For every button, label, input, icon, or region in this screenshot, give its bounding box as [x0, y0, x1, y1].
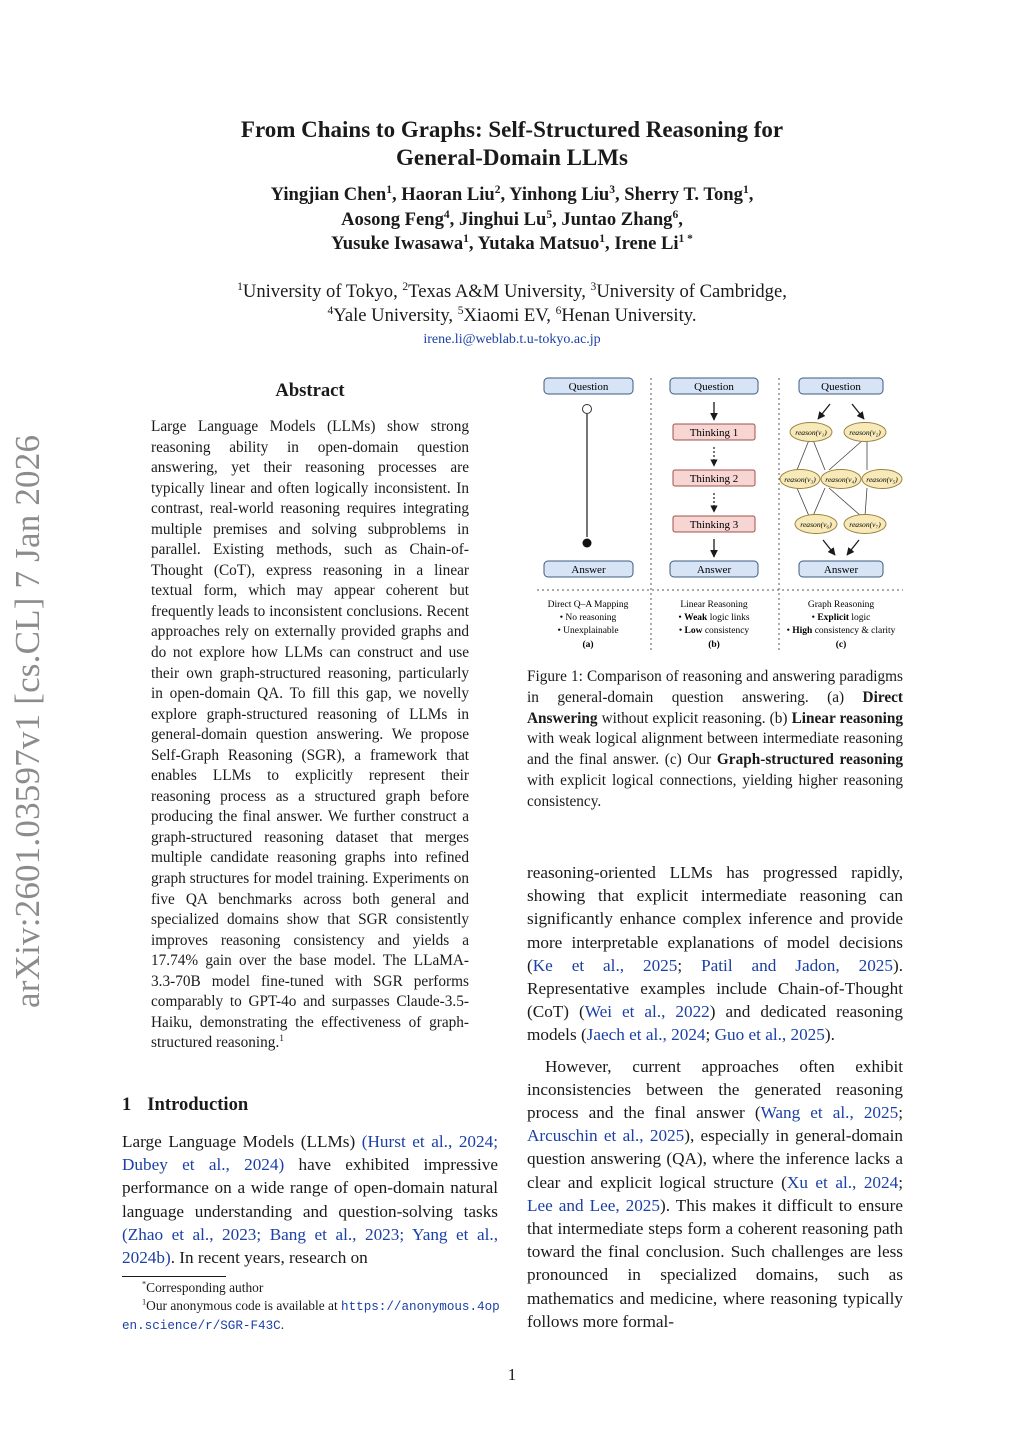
affiliation-mark: 5: [457, 304, 464, 317]
affiliation-name: University of Cambridge,: [596, 281, 787, 302]
author-name: Sherry T. Tong: [624, 184, 743, 205]
panel-b-bullet-1-bold: Weak: [684, 613, 708, 623]
intro-column-2: [527, 861, 903, 1333]
panel-c-node-v1-label: reason(v₁): [795, 428, 827, 437]
panel-a-end-node: [583, 539, 592, 548]
footnote-code-link[interactable]: https://anonymous.4open.science/r/SGR-F43C: [122, 1300, 500, 1333]
citation-link[interactable]: Lee and Lee, 2025: [527, 1195, 660, 1215]
text-run: ;: [898, 1172, 903, 1192]
text-run: without explicit reasoning. (b): [597, 709, 792, 727]
author-affiliation-mark: 6: [672, 208, 679, 221]
author-affiliation-mark: 3: [609, 183, 615, 196]
author-separator: ,: [614, 184, 625, 205]
panel-b-bullet-2-bold: Low: [684, 626, 703, 636]
citation-link[interactable]: Ke et al., 2025: [532, 955, 678, 975]
panel-a-label: (a): [582, 640, 594, 650]
citation-link[interactable]: Xu et al., 2024: [786, 1172, 899, 1192]
author-affiliation-mark: 4: [443, 208, 450, 221]
affiliation-line-1: [0, 280, 1024, 304]
author-affiliation-mark: 1: [463, 232, 469, 245]
panel-b-label: (b): [708, 640, 720, 650]
section-heading: [122, 1094, 248, 1116]
footnote-code-end: .: [280, 1317, 285, 1332]
panel-c-arrow-a1: [823, 540, 835, 555]
author-name: Haoran Liu: [401, 184, 495, 205]
abstract-heading: Abstract: [275, 380, 345, 401]
affiliations: [0, 280, 1024, 328]
citation-link[interactable]: Guo et al., 2025: [714, 1025, 825, 1045]
panel-a-answer-label: Answer: [571, 564, 606, 576]
author-name: Yusuke Iwasawa: [331, 233, 464, 254]
author-separator: ,: [552, 208, 562, 230]
affiliation-name: Henan University.: [561, 305, 697, 326]
figure-1-caption: [527, 667, 903, 813]
affiliation-name: University of Tokyo,: [242, 281, 403, 302]
author-list: [0, 183, 1024, 257]
panel-b-title: Linear Reasoning: [680, 600, 748, 610]
panel-c-arrow-a2: [847, 540, 859, 555]
figure-1-diagram: [527, 374, 907, 654]
title-line-2: General-Domain LLMs: [396, 145, 628, 170]
panel-b-bullet-2: • Low consistency: [678, 626, 750, 636]
text-run: ). This makes it difficult to ensure that intermediate steps form a coherent reasoning path toward the final conclusion. Such challenges are less pronounced in specialized domains, such as mathematics and medicine, where reasoning typically follows more formal-: [527, 1195, 903, 1331]
affiliation-line-2: [0, 304, 1024, 328]
paper-title: [0, 116, 1024, 172]
author-separator: ,: [468, 233, 478, 254]
author-separator: ,: [391, 184, 402, 205]
text-run: with explicit logical connections, yielding higher reasoning consistency.: [527, 771, 903, 810]
panel-c-node-v7-label: reason(v₇): [849, 520, 881, 529]
citation-link[interactable]: (Hurst et al., 2024; Dubey et al., 2024): [122, 1132, 498, 1175]
text-run: reasoning-oriented LLMs has progressed rapidly, showing that explicit intermediate reasoning can significantly enhance complex inference and provide more interpretable explanations of model decisions (: [527, 863, 903, 975]
footnote-code: [122, 1297, 500, 1335]
affiliation-mark: 3: [590, 280, 597, 293]
footnote-rule: [122, 1276, 226, 1277]
page-number: 1: [507, 1365, 517, 1384]
section-number: 1: [122, 1094, 132, 1115]
affiliation-mark: 6: [555, 304, 562, 317]
affiliation-mark: 2: [402, 280, 409, 293]
bold-text-run: Graph-structured reasoning: [716, 751, 903, 769]
text-run: ;: [705, 1025, 715, 1045]
footnote-code-text: Our anonymous code is available at: [146, 1298, 342, 1313]
abstract-footnote-mark[interactable]: 1: [279, 1034, 285, 1045]
text-run: ). Representative examples include Chain-of-Thought (CoT) (: [527, 955, 904, 1022]
panel-b-bullet-1-rest: logic links: [707, 613, 750, 623]
panel-b-thinking-2: Thinking 2: [689, 473, 739, 485]
citation-link[interactable]: Wei et al., 2022: [584, 1002, 710, 1022]
panel-b-bullet-2-rest: consistency: [702, 626, 750, 636]
abstract-body: [151, 417, 469, 1054]
footnote-mark-1: 1: [142, 1297, 147, 1307]
author-name: Aosong Feng: [341, 208, 444, 230]
panel-c-node-v3-label: reason(v₃): [784, 475, 816, 484]
citation-link[interactable]: Jaech et al., 2024: [586, 1025, 706, 1045]
intro-paragraph-1: [122, 1130, 498, 1269]
author-line-2: [0, 208, 1024, 233]
citation-link[interactable]: Patil and Jadon, 2025: [701, 955, 893, 975]
panel-b-bullet-1: • Weak logic links: [678, 613, 750, 623]
author-affiliation-mark: 2: [494, 183, 501, 196]
author-affiliation-mark: 1: [386, 183, 392, 196]
citation-link[interactable]: Wang et al., 2025: [760, 1103, 899, 1123]
text-run: . In recent years, research on: [170, 1248, 368, 1268]
contact-email[interactable]: irene.li@weblab.t.u-tokyo.ac.jp: [423, 332, 601, 347]
panel-b-question-label: Question: [694, 381, 734, 393]
author-line-1: [0, 183, 1024, 208]
author-name: Jinghui Lu: [458, 208, 547, 230]
author-name: Irene Li: [614, 233, 679, 254]
panel-a-question-label: Question: [568, 381, 609, 393]
intro-col1-text: [122, 1130, 498, 1269]
panel-c-answer-label: Answer: [823, 564, 859, 576]
text-run: ;: [898, 1103, 903, 1123]
panel-a-bullet-2: • Unexplainable: [557, 626, 619, 636]
panel-c-bullet-2: • High consistency & clarity: [786, 626, 896, 636]
text-run: However, current approaches often exhibit inconsistencies between the generated reasoning process and the final answer (: [527, 1056, 903, 1123]
intro-paragraph-3: [527, 1055, 903, 1333]
text-run: ;: [677, 955, 702, 975]
author-line-3: [0, 232, 1024, 257]
text-run: with weak logical alignment between intermediate reasoning and the final answer. (c) Our: [527, 730, 903, 769]
author-name: Yinhong Liu: [509, 184, 610, 205]
abstract-text: Large Language Models (LLMs) show strong reasoning ability in open-domain question answering, yet their reasoning processes are typically linear and often logically inconsistent. In contrast, real-world reasoning requires integrating multiple premises and solving subproblems in parallel. Existing methods, such as Chain-of-Thought (CoT), express reasoning in a linear textual form, which may appear coherent but frequently leads to inconsistent conclusions. Recent approaches rely on externally provided graphs and do not explore how LLMs can construct and use their own graph-structured reasoning, particularly in open-domain QA. To fill this gap, we novelly explore graph-structured reasoning of LLMs in general-domain question answering. We propose Self-Graph Reasoning (SGR), a framework that enables LLMs to explicitly represent their reasoning process as a structured graph before producing the final answer. We further construct a graph-structured reasoning dataset that merges multiple candidate reasoning graphs into refined graph structures for model training. Experiments on five QA benchmarks across both general and specialized domains show that SGR consistently improves reasoning consistency and yields a 17.74% gain over the base model. The LLaMA-3.3-70B model fine-tuned with SGR performs comparably to GPT-4o and surpasses Claude-3.5-Haiku, demonstrating the effectiveness of graph-structured reasoning.: [151, 418, 469, 1052]
panel-c-arrow-q1: [818, 404, 830, 419]
bold-text-run: Linear reasoning: [791, 709, 903, 727]
author-name: Yingjian Chen: [270, 184, 387, 205]
panel-c-question-label: Question: [821, 381, 861, 393]
panel-a-start-node: [583, 405, 592, 414]
affiliation-mark: 4: [327, 304, 334, 317]
affiliation-name: Xiaomi EV,: [463, 305, 556, 326]
affiliation-name: Texas A&M University,: [408, 281, 591, 302]
panel-c-bullet-2-rest: consistency & clarity: [812, 626, 896, 636]
text-run: have exhibited impressive performance on a wide range of open-domain natural language understanding and question-solving tasks: [122, 1155, 499, 1221]
author-separator: ,: [449, 208, 459, 230]
panel-c-node-v6-label: reason(v₆): [800, 520, 832, 529]
text-run: Figure 1: Comparison of reasoning and answering paradigms in general-domain question answering. (a): [527, 668, 903, 706]
panel-c-title: Graph Reasoning: [807, 600, 875, 610]
panel-b-thinking-3: Thinking 3: [689, 519, 739, 531]
author-affiliation-mark: 1: [599, 232, 606, 245]
text-run: ), especially in general-domain question answering (QA), where the inference lacks a clear and explicit logical structure (: [527, 1126, 903, 1192]
bold-text-run: Direct Answering: [527, 688, 903, 727]
panel-a: [544, 378, 633, 650]
author-affiliation-mark: 1 *: [678, 232, 693, 245]
author-separator: ,: [500, 184, 510, 205]
author-affiliation-mark: 5: [546, 208, 553, 221]
panel-c-label: (c): [835, 640, 847, 650]
arxiv-identifier: arXiv:2601.03597v1 [cs.CL] 7 Jan 2026: [8, 434, 47, 1008]
footnote-mark-star: *: [142, 1279, 147, 1289]
author-separator: ,: [678, 208, 683, 230]
panel-c-bullet-1-bold: Explicit: [817, 613, 849, 623]
panel-c-node-v5-label: reason(v₅): [866, 475, 898, 484]
panel-c-node-v2-label: reason(v₂): [849, 428, 881, 437]
citation-link[interactable]: (Zhao et al., 2023; Bang et al., 2023; Yang et al., 2024b): [122, 1224, 498, 1268]
author-name: Yutaka Matsuo: [477, 233, 600, 254]
author-separator: ,: [748, 184, 754, 205]
footnote-corresponding: [122, 1279, 500, 1297]
panel-c-bullet-1: • Explicit logic: [811, 613, 871, 623]
text-run: ) and dedicated reasoning models (: [527, 1002, 903, 1045]
text-run: Large Language Models (LLMs): [122, 1132, 362, 1151]
panel-c: [780, 378, 902, 650]
section-title: Introduction: [147, 1094, 249, 1115]
text-run: ).: [824, 1025, 835, 1045]
affiliation-mark: 1: [237, 280, 243, 293]
footnote-corresponding-text: Corresponding author: [146, 1280, 264, 1295]
panel-c-bullet-1-rest: logic: [849, 613, 871, 623]
citation-link[interactable]: Arcuschin et al., 2025: [527, 1126, 685, 1146]
author-separator: ,: [605, 233, 615, 254]
author-name: Juntao Zhang: [561, 208, 673, 230]
panel-c-arrow-q2: [852, 404, 864, 419]
panel-b-answer-label: Answer: [696, 564, 732, 576]
affiliation-name: Yale University,: [333, 305, 458, 326]
intro-paragraph-2: [527, 861, 903, 1047]
panel-a-title: Direct Q–A Mapping: [547, 600, 629, 610]
title-line-1: From Chains to Graphs: Self-Structured Reasoning for: [240, 117, 784, 142]
author-affiliation-mark: 1: [742, 183, 749, 196]
panel-b-thinking-1: Thinking 1: [689, 427, 739, 439]
panel-c-bullet-2-bold: High: [792, 626, 813, 636]
panel-a-bullet-1: • No reasoning: [559, 613, 617, 623]
panel-b: [670, 378, 758, 650]
panel-c-node-v4-label: reason(v₄): [825, 475, 857, 484]
